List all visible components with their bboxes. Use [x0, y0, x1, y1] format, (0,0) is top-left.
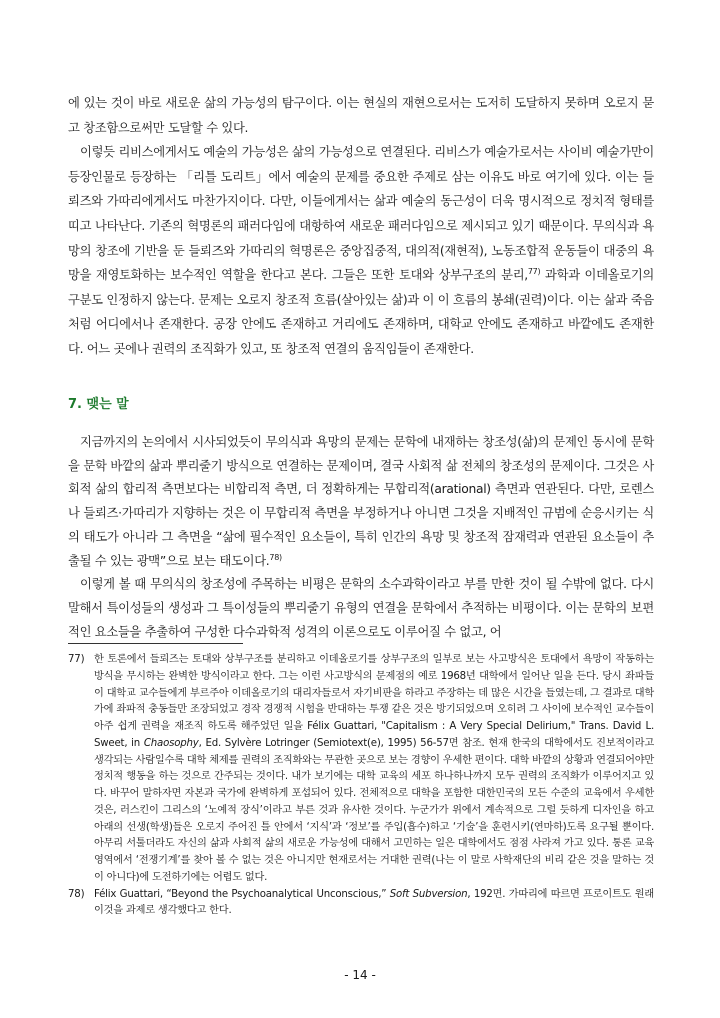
footnote-77 — [68, 652, 654, 887]
footnote-78 — [68, 887, 654, 921]
closing-section — [68, 431, 654, 644]
paragraph-closing-1 — [68, 431, 654, 573]
book-title: Soft Subversion — [389, 888, 468, 900]
footnote-text-part: , Ed. Sylvère Lotringer (Semiotext(e), 1995) 56-57면 참조. 현재 한국의 대학에서도 진보적이라고 생각되는 사람일수록 대학 체제를 권력의 조직화와는 무관한 곳으로 보는 경향이 우세한 편이다. 대학 바깥의 상황과 연결되어야만 정치적 행동을 하는 것으로 간주되는 것이다. 내가 보기에는 대학 교육의 세포 하나하나까지 모두 권력의 조직화가 이루어지고 있다. 바꾸어 말하자면 자본과 국가에 완벽하게 포섭되어 있다. 전체적으로 대학을 포함한 대한민국의 모든 수준의 교육에서 우세한 것은, 러스킨이 그리스의 ‘노예적 장식’이라고 부른 것과 유사한 것이다. 누군가가 위에서 계속적으로 그럴 듯하게 디자인을 하고 아래의 선생(학생)들은 오로지 주어진 틀 안에서 ‘지식’과 ‘정보’를 주입(흡수)하고 ‘기술’을 훈련시키(연마하)도록 요구될 뿐이다. 아무리 서툴더라도 자신의 삶과 사회적 삶의 새로운 가능성에 대해서 고민하는 일은 대학에서도 점점 사라져 가고 있다. 통론 교육 영역에서 ‘전쟁기계’를 찾아 볼 수 없는 것은 아니지만 현재로서는 거대한 권력(나는 이 말로 사학재단의 비리 같은 것을 말하는 것이 아니다)에 도전하기에는 어렵도 없다. — [94, 737, 654, 883]
book-title: Chaosophy — [143, 737, 199, 749]
footnote-divider — [68, 643, 243, 644]
paragraph-leavis — [68, 140, 654, 361]
paragraph-closing-2: 이렇게 볼 때 무의식의 창조성에 주목하는 비평은 문학의 소수과학이라고 부를 만한 것이 될 수밖에 없다. 다시 말해서 특이성들의 생성과 그 특이성들의 뿌리줄기 유형의 연결을 문학에서 추적하는 비평이다. 이는 문학의 보편적인 요소들을 추출하여 구성한 다수과학적 성격의 이론으로도 이루어질 수 없고, 어 — [68, 577, 654, 639]
footnote-text — [94, 652, 654, 887]
footnote-number: 77) — [68, 654, 85, 665]
footnote-ref-78[interactable]: 78) — [269, 552, 282, 562]
paragraph-continued: 에 있는 것이 바로 새로운 삶의 가능성의 탐구이다. 이는 현실의 재현으로서는 도저히 도달하지 못하며 오로지 묻고 창조함으로써만 도달할 수 있다. — [68, 96, 654, 135]
paragraph-text: 과학과 이데올로기의 구분도 인정하지 않는다. 문제는 오로지 창조적 흐름(살아있는 삶)과 이 이 흐름의 봉쇄(권력)이다. 이는 삶과 죽음처럼 어디에서나 존재한다. 공장 안에도 존재하고 거리에도 존재하며, 대학교 안에도 존재하고 바깥에도 존재한다. 어느 곳에나 권력의 조직화가 있고, 또 창조적 연결의 움직임들이 존재한다. — [68, 268, 654, 356]
footnote-text — [94, 887, 654, 921]
page-number: - 14 - — [344, 968, 376, 982]
section-heading: 7. 맺는 말 — [68, 397, 129, 412]
paragraph-text: 이렇듯 리비스에게서도 예술의 가능성은 삶의 가능성으로 연결된다. 리비스가 예술가로서는 사이비 예술가만이 등장인물로 등장하는 「리틀 도리트」에서 예술의 문제를 중요한 주제로 삼는 이유도 바로 여기에 있다. 이는 들뢰즈와 가따리에게서도 마찬가지이다. 다만, 이들에게서는 삶과 예술의 동근성이 더욱 명시적으로 정치적 형태를 띠고 나타난다. 기존의 혁명론의 패러다임에 대항하여 새로운 패러다임으로 제시되고 있기 때문이다. 무의식과 욕망의 창조에 기반을 둔 들뢰즈와 가따리의 혁명론은 중앙집중적, 대의적(재현적), 노동조합적 운동들이 대중의 욕망을 재영토화하는 보수적인 역할을 한다고 본다. 그들은 또한 토대와 상부구조의 분리, — [68, 145, 654, 283]
body-section — [68, 91, 654, 362]
footnote-text-part: Félix Guattari, “Beyond the Psychoanalytical Unconscious,” — [94, 888, 390, 900]
footnote-text-part: 한 토론에서 들뢰즈는 토대와 상부구조를 분리하고 이데올로기를 상부구조의 일부로 보는 사고방식은 토대에서 욕망이 작동하는 방식을 무시하는 완벽한 방식이라고 한다. 그는 이런 사고방식의 문제점의 예로 1968년 대학에서 일어난 일을 든다. 당시 좌파들이 대학교 교수들에게 부르주아 이데올로기의 대리자들로서 자기비판을 하라고 주장하는 데 많은 시간을 들였는데, 그 결과로 대학가에 좌파적 충동들만 조장되었고 경작 경쟁적 시험을 반대하는 투쟁 같은 것은 방기되었으며 오히려 그 사이에 보수적인 교수들이 아주 쉽게 권력을 재조직 하도록 해주었던 일을 Félix Guattari, "Capitalism : A Very Special Delirium," Trans. David L. Sweet, in — [94, 654, 654, 749]
footnotes — [68, 652, 654, 920]
footnote-text-part: , 192면. 가따리에 따르면 프로이트도 원래 이것을 과제로 생각했다고 한다. — [94, 888, 654, 917]
paragraph-text: 지금까지의 논의에서 시사되었듯이 무의식과 욕망의 문제는 문학에 내재하는 창조성(삶)의 문제인 동시에 문학을 문학 바깥의 삶과 뿌리줄기 방식으로 연결하는 문제이며, 결국 사회적 삶 전체의 창조성의 문제이다. 그것은 사회적 삶의 합리적 측면보다는 비합리적 측면, 더 정확하게는 무합리적(arational) 측면과 연관된다. 다만, 로렌스나 들뢰즈·가따리가 지향하는 것은 이 무합리적 측면을 부정하거나 아니면 그것을 지배적인 규범에 순응시키는 식의 태도가 아니라 그 측면을 “삶에 필수적인 요소들이, 특히 인간의 욕망 및 창조적 잠재력과 연관된 요소들이 추출될 수 있는 광맥”으로 보는 태도이다. — [68, 435, 654, 568]
footnote-number: 78) — [68, 888, 85, 900]
footnote-ref-77[interactable]: 77) — [527, 267, 541, 277]
